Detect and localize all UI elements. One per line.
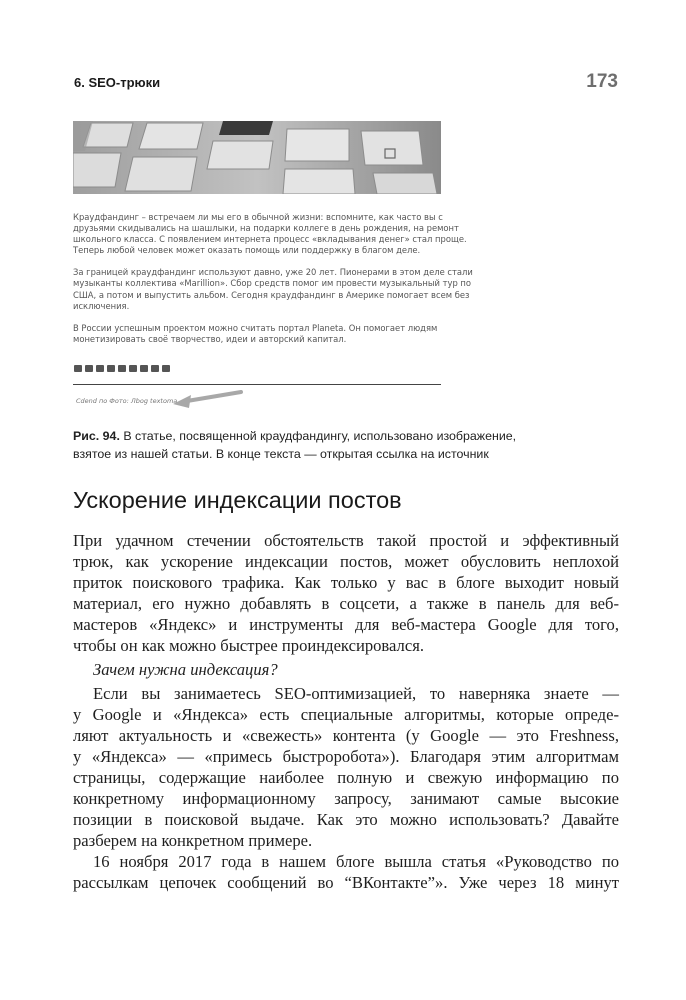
share-icon — [151, 365, 159, 372]
share-icon — [96, 365, 104, 372]
share-icon — [162, 365, 170, 372]
paragraph-intro — [73, 530, 619, 656]
text-line: рассылкам цепочек сообщений во “ВКонтакте”». Уже через 18 минут — [73, 873, 619, 892]
social-share-icons — [74, 365, 170, 372]
figure-line: США, а потом и выпустить альбом. Сегодня краудфандинг в Америке помогает всем без — [73, 289, 470, 300]
page-number: 173 — [586, 71, 618, 92]
share-icon — [140, 365, 148, 372]
share-icon — [129, 365, 137, 372]
figure-paragraph — [73, 267, 473, 311]
text-line: позиции в поисковой выдаче. Как это можно использовать? Давайте — [73, 810, 619, 829]
text-line: у «Яндекса» — «примесь быстроробота»). Благодаря этим алгоритмам — [73, 747, 619, 766]
text-line: 16 ноября 2017 года в нашем блоге вышла статья «Руководство по — [93, 852, 619, 871]
text-line: мастеров «Яндекс» и инструменты для веб-мастера Google для того, — [73, 615, 619, 634]
section-heading: Ускорение индексации постов — [73, 487, 402, 513]
chapter-title: 6. SEO-трюки — [74, 75, 161, 90]
source-link: Cdend по Фото: Лbog textoma — [76, 397, 178, 405]
figure-line: Теперь любой человек может оказать помощь или поддержку в благом деле. — [73, 245, 421, 256]
share-icon — [118, 365, 126, 372]
figure-line: За границей краудфандинг используют давно, уже 20 лет. Пионерами в этом деле стали — [73, 267, 473, 278]
figure-line: школьного класса. С появлением интернета процесс «вкладывания денег» стал проще. — [73, 234, 467, 245]
text-line: трюк, как ускорение индексации постов, может обусловить неплохой — [73, 552, 619, 571]
figure-paragraph — [73, 323, 441, 345]
text-line: у Google и «Яндекса» есть специальные алгоритмы, которые опреде- — [73, 705, 619, 724]
figure-line: В России успешным проектом можно считать портал Planeta. Он помогает людям — [73, 322, 438, 333]
figure-caption — [73, 428, 553, 463]
text-line: чтобы он как можно быстрее проиндексировался. — [73, 636, 424, 655]
figure-94 — [73, 121, 473, 413]
paragraph-indexing — [73, 683, 619, 851]
caption-label: Рис. 94. — [73, 429, 120, 443]
figure-line: музыканты коллектива «Marillion». Сбор средств помог им провести музыкальный тур по — [73, 278, 472, 289]
share-icon — [107, 365, 115, 372]
figure-paragraph — [73, 212, 467, 256]
text-line: При удачном стечении обстоятельств такой простой и эффективный — [73, 531, 619, 550]
paragraph-example — [73, 851, 619, 893]
text-line: материал, его нужно добавлять в соцсети, а также в панель для веб- — [73, 594, 619, 613]
figure-article-text — [73, 212, 473, 345]
text-line: конкретному информационному запросу, занимают самые высокие — [73, 789, 619, 808]
figure-divider — [73, 384, 441, 385]
figure-line: друзьями скидывались на шашлыки, на подарки коллеге в день рождения, на ремонт — [73, 223, 459, 234]
keyboard-photo — [73, 121, 441, 194]
subheading-question: Зачем нужна индексация? — [93, 660, 278, 679]
share-icon — [74, 365, 82, 372]
caption-text: В статье, посвященной краудфандингу, использовано изображение, взятое из нашей статьи. В конце текста — открытая ссылка на источник — [73, 429, 517, 461]
text-line: приток поискового трафика. Как только у вас в блоге выходит новый — [73, 573, 619, 592]
text-line: разберем на конкретном примере. — [73, 831, 313, 850]
share-icon — [85, 365, 93, 372]
text-line: Если вы занимаетесь SEO-оптимизацией, то наверняка знаете — — [93, 684, 619, 703]
text-line: страницы, содержащие наиболее полную и свежую информацию по — [73, 768, 619, 787]
figure-line: монетизировать своё творчество, идеи и авторский капитал. — [73, 333, 347, 344]
figure-line: Краудфандинг – встречаем ли мы его в обычной жизни: вспомните, как часто вы с — [73, 212, 443, 222]
text-line: ляют актуальность и «свежесть» контента (у Google — это Freshness, — [73, 726, 619, 745]
figure-line: исключения. — [73, 300, 130, 311]
arrow-icon — [171, 388, 243, 410]
